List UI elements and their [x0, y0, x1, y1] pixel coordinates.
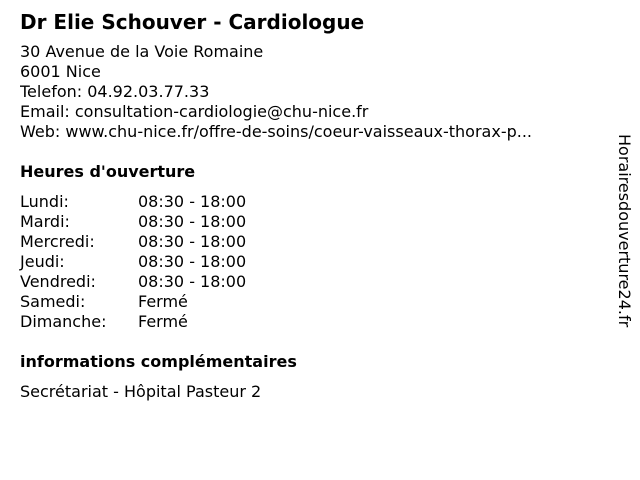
hours-day: Vendredi: — [20, 272, 96, 291]
site-watermark: Horairesdouverture24.fr — [615, 134, 634, 328]
hours-day: Samedi: — [20, 292, 86, 311]
hours-row — [20, 192, 600, 212]
email-line: Email: consultation-cardiologie@chu-nice.fr — [20, 102, 369, 121]
listing-card — [20, 10, 600, 402]
hours-time: 08:30 - 18:00 — [138, 272, 247, 291]
hours-row — [20, 252, 600, 272]
web-line: Web: www.chu-nice.fr/offre-de-soins/coeur-vaisseaux-thorax-p... — [20, 122, 532, 141]
hours-time: Fermé — [138, 292, 188, 311]
hours-row — [20, 292, 600, 312]
additional-info-text: Secrétariat - Hôpital Pasteur 2 — [20, 382, 262, 401]
contact-block — [20, 42, 600, 142]
phone-line: Telefon: 04.92.03.77.33 — [20, 82, 210, 101]
additional-info-heading: informations complémentaires — [20, 352, 297, 371]
opening-hours-heading: Heures d'ouverture — [20, 162, 196, 181]
opening-hours-table — [20, 192, 600, 332]
hours-time: Fermé — [138, 312, 188, 331]
hours-day: Dimanche: — [20, 312, 107, 331]
hours-day: Lundi: — [20, 192, 69, 211]
hours-time: 08:30 - 18:00 — [138, 232, 247, 251]
hours-row — [20, 272, 600, 292]
hours-time: 08:30 - 18:00 — [138, 192, 247, 211]
address-city: 6001 Nice — [20, 62, 101, 81]
hours-day: Mardi: — [20, 212, 70, 231]
page-title: Dr Elie Schouver - Cardiologue — [20, 10, 365, 34]
hours-row — [20, 312, 600, 332]
hours-day: Mercredi: — [20, 232, 95, 251]
hours-time: 08:30 - 18:00 — [138, 212, 247, 231]
hours-row — [20, 212, 600, 232]
hours-row — [20, 232, 600, 252]
address-street: 30 Avenue de la Voie Romaine — [20, 42, 264, 61]
hours-time: 08:30 - 18:00 — [138, 252, 247, 271]
hours-day: Jeudi: — [20, 252, 65, 271]
